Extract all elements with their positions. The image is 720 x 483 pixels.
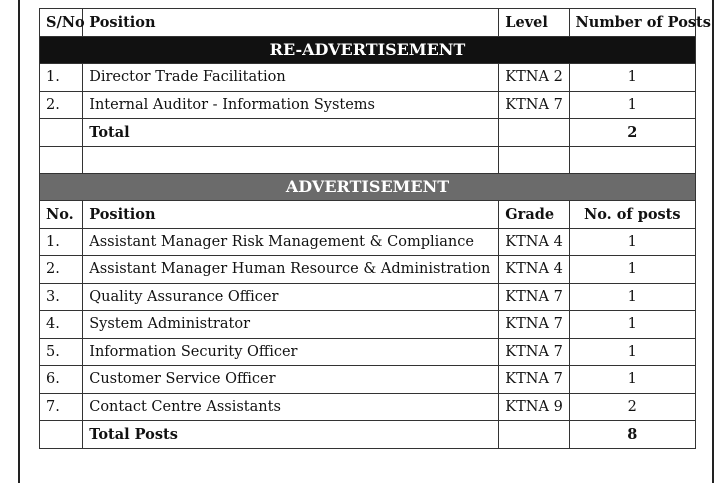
table-row: [40, 91, 696, 119]
row-grade: KTNA 7: [499, 338, 569, 366]
row-posts: 1: [569, 311, 695, 339]
ad-header-row: [40, 201, 696, 229]
row-grade: KTNA 4: [499, 228, 569, 256]
blank-row: [40, 146, 696, 173]
row-position: Assistant Manager Risk Management & Compliance: [83, 228, 499, 256]
row-grade: KTNA 9: [499, 393, 569, 421]
row-posts: 1: [569, 338, 695, 366]
row-position: Contact Centre Assistants: [83, 393, 499, 421]
ad-total-row: [40, 421, 696, 449]
header-level: Level: [499, 9, 569, 37]
row-level: KTNA 7: [499, 91, 569, 119]
row-sno: 2.: [40, 91, 83, 119]
row-position: Quality Assurance Officer: [83, 283, 499, 311]
total-posts-value: 8: [569, 421, 695, 449]
table-row: [40, 393, 696, 421]
total-level-empty: [499, 119, 569, 147]
header-sno: S/No: [40, 9, 83, 37]
row-position: Information Security Officer: [83, 338, 499, 366]
row-grade: KTNA 7: [499, 311, 569, 339]
header-position: Position: [83, 9, 499, 37]
row-position: Internal Auditor - Information Systems: [83, 91, 499, 119]
row-position: Assistant Manager Human Resource & Administration: [83, 256, 499, 284]
total-label: Total: [83, 119, 499, 147]
total-sno-empty: [40, 421, 83, 449]
row-posts: 1: [569, 256, 695, 284]
total-grade-empty: [499, 421, 569, 449]
ad-band-row: [40, 173, 696, 201]
re-ad-total-row: [40, 119, 696, 147]
advertisement-band: ADVERTISEMENT: [40, 173, 696, 201]
row-posts: 1: [569, 64, 695, 92]
row-posts: 1: [569, 228, 695, 256]
blank-cell: [569, 146, 695, 173]
row-posts: 2: [569, 393, 695, 421]
blank-cell: [499, 146, 569, 173]
table-row: [40, 366, 696, 394]
row-position: System Administrator: [83, 311, 499, 339]
page-border-left: [18, 0, 20, 483]
posts-table: [39, 8, 711, 449]
blank-cell: [83, 146, 499, 173]
table-row: [40, 228, 696, 256]
re-advertisement-band: RE-ADVERTISEMENT: [40, 36, 696, 64]
row-posts: 1: [569, 91, 695, 119]
re-ad-header-row: [40, 9, 696, 37]
header-position: Position: [83, 201, 499, 229]
re-ad-band-row: [40, 36, 696, 64]
row-sno: 3.: [40, 283, 83, 311]
row-sno: 1.: [40, 228, 83, 256]
table-row: [40, 256, 696, 284]
table-row: [40, 283, 696, 311]
row-level: KTNA 2: [499, 64, 569, 92]
header-no: No.: [40, 201, 83, 229]
total-value: 2: [569, 119, 695, 147]
row-posts: 1: [569, 283, 695, 311]
row-grade: KTNA 4: [499, 256, 569, 284]
row-sno: 2.: [40, 256, 83, 284]
row-grade: KTNA 7: [499, 283, 569, 311]
total-sno-empty: [40, 119, 83, 147]
row-position: Director Trade Facilitation: [83, 64, 499, 92]
header-number-of-posts: Number of Posts: [569, 9, 695, 37]
total-posts-label: Total Posts: [83, 421, 499, 449]
row-posts: 1: [569, 366, 695, 394]
row-sno: 1.: [40, 64, 83, 92]
row-sno: 5.: [40, 338, 83, 366]
page-border-right: [712, 0, 714, 483]
row-sno: 7.: [40, 393, 83, 421]
table-row: [40, 64, 696, 92]
row-sno: 4.: [40, 311, 83, 339]
table-row: [40, 311, 696, 339]
row-sno: 6.: [40, 366, 83, 394]
blank-cell: [40, 146, 83, 173]
table-row: [40, 338, 696, 366]
row-grade: KTNA 7: [499, 366, 569, 394]
header-grade: Grade: [499, 201, 569, 229]
header-no-of-posts: No. of posts: [569, 201, 695, 229]
row-position: Customer Service Officer: [83, 366, 499, 394]
